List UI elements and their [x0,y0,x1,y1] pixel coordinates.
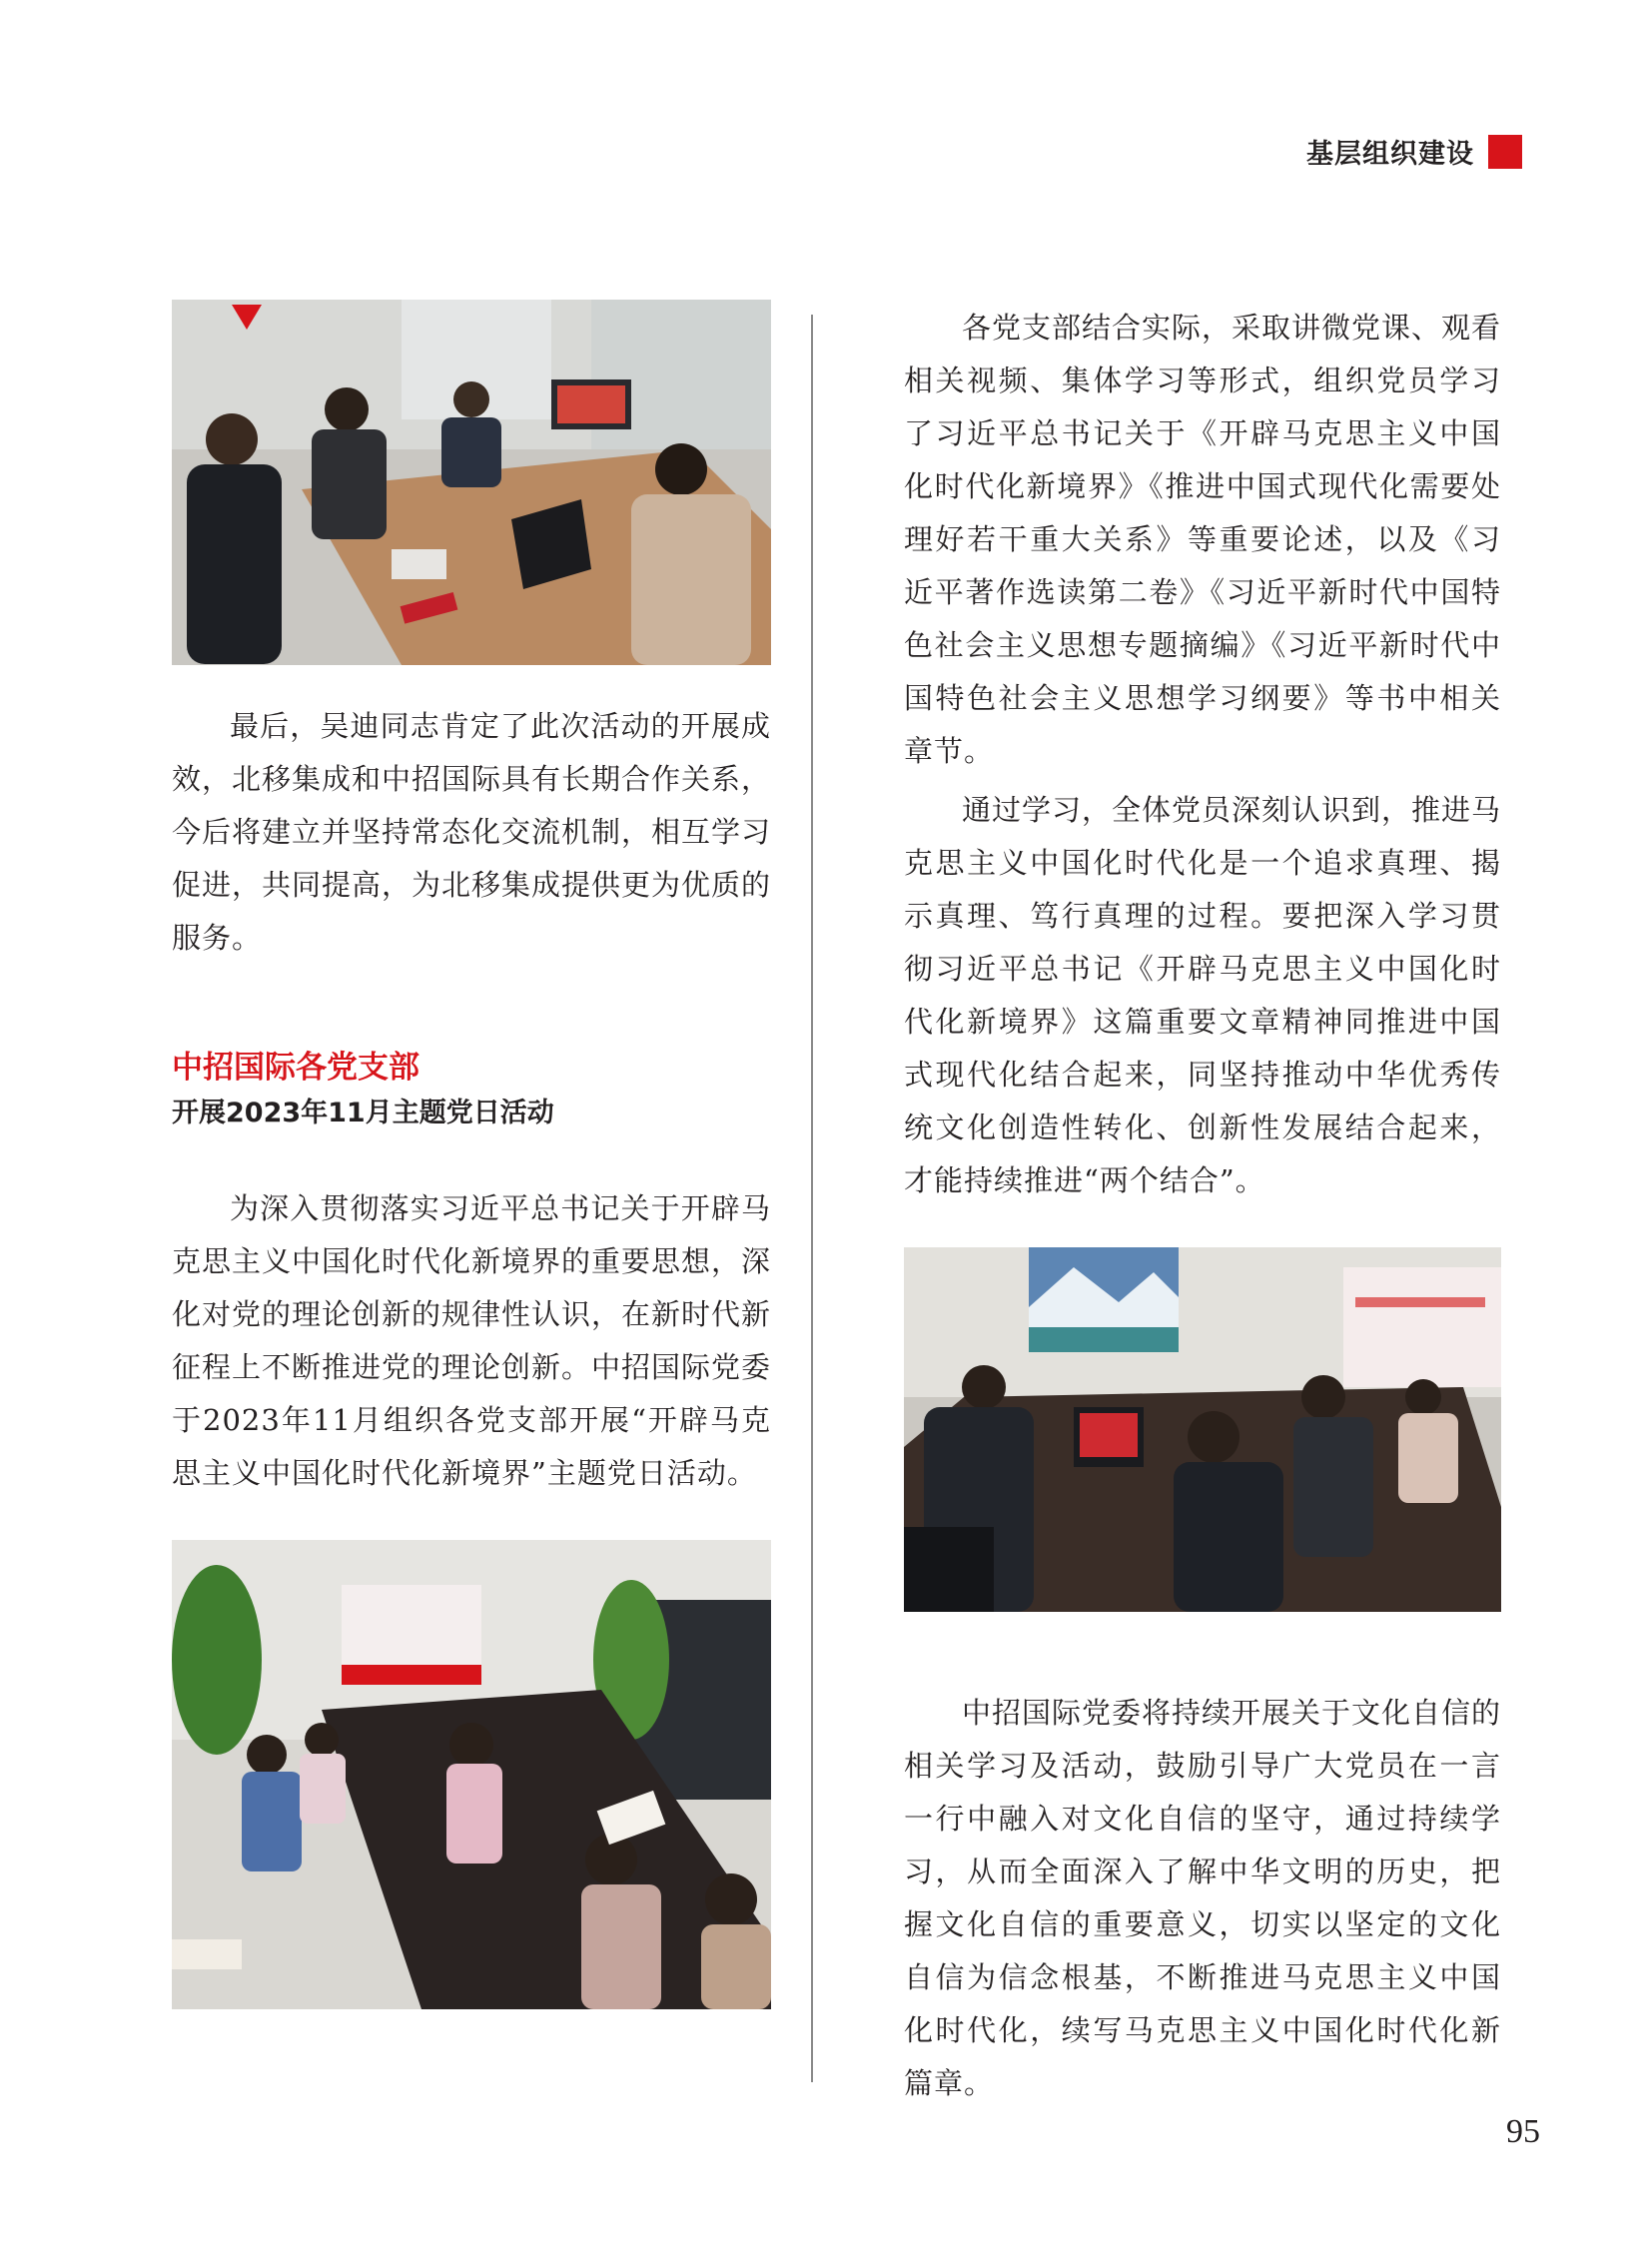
section-tag [1306,132,1522,171]
column-divider [811,315,813,2082]
page-number: 95 [1506,2113,1540,2150]
right-column [904,302,1501,2110]
meeting-photo-2-graphic [172,1540,771,2009]
article-heading-sub: 开展2023年11月主题党日活动 [172,1098,554,1128]
photo-meeting-conference-room [172,1540,771,2009]
right-paragraph-2: 通过学习，全体党员深刻认识到，推进马克思主义中国化时代化是一个追求真理、揭示真理、笃行真理的过程。要把深入学习贯彻习近平总书记《开辟马克思主义中国化时代化新境界》这篇重要文章精神同推进中国式现代化结合起来，同坚持推动中华优秀传统文化创造性转化、创新性发展结合起来，才能持续推进“两个结合”。 [904,793,1502,1197]
right-paragraph-1: 各党支部结合实际，采取讲微党课、观看相关视频、集体学习等形式，组织党员学习了习近平总书记关于《开辟马克思主义中国化时代化新境界》《推进中国式现代化需要处理好若干重大关系》等重要论述，以及《习近平著作选读第二卷》《习近平新时代中国特色社会主义思想专题摘编》《习近平新时代中国特色社会主义思想学习纲要》等书中相关章节。 [904,311,1502,768]
section-title: 基层组织建设 [1306,139,1474,170]
photo-meeting-small-room [172,300,771,665]
left-paragraph-1: 最后，吴迪同志肯定了此次活动的开展成效，北移集成和中招国际具有长期合作关系，今后将建立并坚持常态化交流机制，相互学习促进，共同提高，为北移集成提供更为优质的服务。 [172,709,772,955]
article-heading-main: 中招国际各党支部 [172,1050,419,1086]
meeting-photo-1-graphic [172,300,771,665]
left-paragraph-2: 为深入贯彻落实习近平总书记关于开辟马克思主义中国化时代化新境界的重要思想，深化对党的理论创新的规律性认识，在新时代新征程上不断推进党的理论创新。中招国际党委于2023年11月组织各党支部开展“开辟马克思主义中国化时代化新境界”主题党日活动。 [172,1191,772,1490]
meeting-photo-3-graphic [904,1247,1501,1612]
photo-meeting-boardroom [904,1247,1501,1612]
section-marker-block [1488,135,1522,169]
left-column [172,300,771,2009]
right-paragraph-3: 中招国际党委将持续开展关于文化自信的相关学习及活动，鼓励引导广大党员在一言一行中融入对文化自信的坚守，通过持续学习，从而全面深入了解中华文明的历史，把握文化自信的重要意义，切实以坚定的文化自信为信念根基，不断推进马克思主义中国化时代化，续写马克思主义中国化时代化新篇章。 [904,1696,1502,2100]
